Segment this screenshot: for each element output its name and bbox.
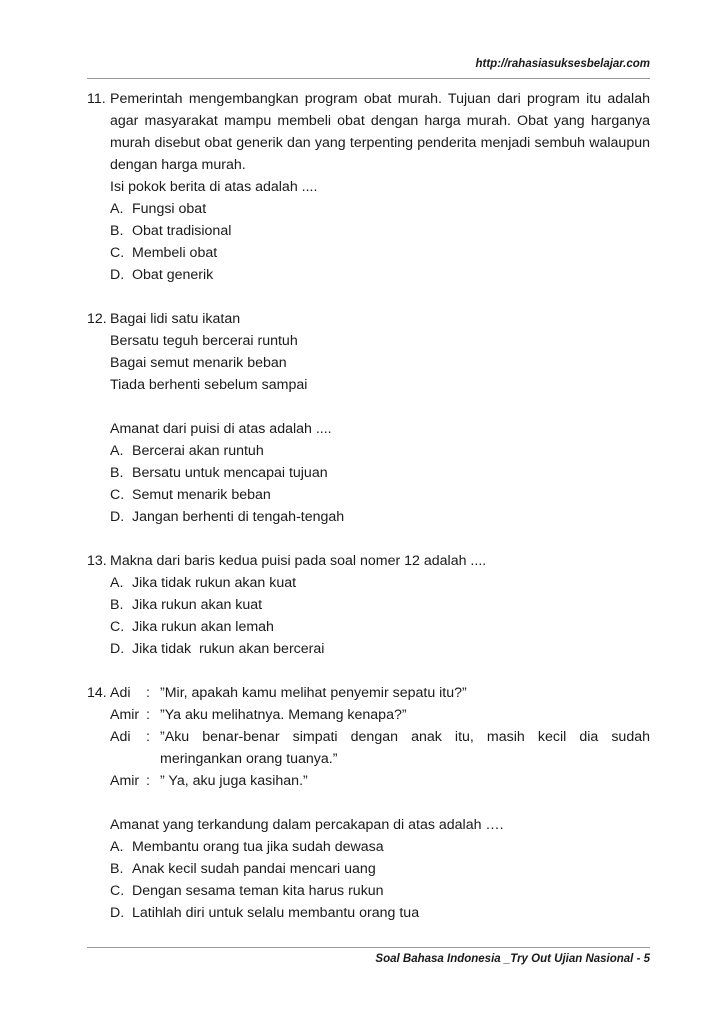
question-14 <box>87 682 650 924</box>
dialog-colon: : <box>146 685 150 701</box>
option-b <box>110 220 650 242</box>
option-letter: A. <box>110 443 124 459</box>
dialog-speaker: Amir <box>110 773 140 789</box>
option-text: Jika rukun akan kuat <box>132 597 263 613</box>
option-text: Jika tidak rukun akan kuat <box>132 575 297 591</box>
question-12 <box>87 308 650 528</box>
question-prompt: Makna dari baris kedua puisi pada soal nomer 12 adalah .... <box>110 553 487 569</box>
option-letter: B. <box>110 223 124 239</box>
dialog-text: ” Ya, aku juga kasihan.” <box>160 773 308 789</box>
option-letter: C. <box>110 487 125 503</box>
option-text: Anak kecil sudah pandai mencari uang <box>132 861 376 877</box>
question-list <box>87 88 650 924</box>
option-letter: B. <box>110 465 124 481</box>
option-letter: D. <box>110 267 125 283</box>
dialog-line <box>110 770 650 792</box>
option-text: Bercerai akan runtuh <box>132 443 264 459</box>
option-c <box>110 484 650 506</box>
option-letter: B. <box>110 597 124 613</box>
poem-line: Tiada berhenti sebelum sampai <box>110 377 308 393</box>
dialog-line <box>110 682 650 704</box>
question-number: 14. <box>87 685 107 701</box>
option-text: Bersatu untuk mencapai tujuan <box>132 465 328 481</box>
option-letter: C. <box>110 883 125 899</box>
option-letter: D. <box>110 905 125 921</box>
dialog-text: ”Ya aku melihatnya. Memang kenapa?” <box>160 707 407 723</box>
footer-text: Soal Bahasa Indonesia _Try Out Ujian Nasional - 5 <box>375 953 650 965</box>
question-number: 11. <box>87 91 106 107</box>
poem-line: Bersatu teguh bercerai runtuh <box>110 333 298 349</box>
dialog-speaker: Amir <box>110 707 140 723</box>
option-letter: A. <box>110 575 124 591</box>
option-text: Latihlah diri untuk selalu membantu orang tua <box>132 905 420 921</box>
dialog-colon: : <box>146 773 150 789</box>
option-letter: C. <box>110 619 125 635</box>
header-url: http://rahasiasuksesbelajar.com <box>475 58 650 70</box>
option-c <box>110 242 650 264</box>
dialog-speaker: Adi <box>110 729 131 745</box>
option-d <box>110 506 650 528</box>
poem-line: Bagai semut menarik beban <box>110 355 287 371</box>
dialog-text: ”Aku benar-benar simpati dengan anak itu, masih kecil dia sudah meringankan orang tuanya.” <box>160 729 650 767</box>
option-text: Obat generik <box>132 267 214 283</box>
option-text: Jangan berhenti di tengah-tengah <box>132 509 345 525</box>
dialog-colon: : <box>146 707 150 723</box>
footer-divider <box>87 947 650 948</box>
question-text: Pemerintah mengembangkan program obat murah. Tujuan dari program itu adalah agar masyarakat mampu membeli obat dengan harga murah. Obat yang harganya murah disebut obat generik dan yang terpenting penderita menjadi sembuh walaupun dengan harga murah. <box>110 91 650 173</box>
option-letter: B. <box>110 861 124 877</box>
question-prompt: Isi pokok berita di atas adalah .... <box>110 179 318 195</box>
option-d <box>110 638 650 660</box>
option-b <box>110 594 650 616</box>
option-c <box>110 880 650 902</box>
option-text: Dengan sesama teman kita harus rukun <box>132 883 384 899</box>
question-number: 12. <box>87 311 107 327</box>
option-text: Semut menarik beban <box>132 487 271 503</box>
question-prompt: Amanat yang terkandung dalam percakapan di atas adalah …. <box>110 817 504 833</box>
option-b <box>110 462 650 484</box>
dialog-text: ”Mir, apakah kamu melihat penyemir sepatu itu?” <box>160 685 467 701</box>
question-number: 13. <box>87 553 107 569</box>
question-11 <box>87 88 650 286</box>
option-text: Membeli obat <box>132 245 218 261</box>
option-letter: D. <box>110 641 125 657</box>
option-c <box>110 616 650 638</box>
option-d <box>110 264 650 286</box>
dialog-line <box>110 704 650 726</box>
question-prompt: Amanat dari puisi di atas adalah .... <box>110 421 332 437</box>
header-divider <box>87 78 650 79</box>
option-letter: D. <box>110 509 125 525</box>
dialog-colon: : <box>146 729 150 745</box>
poem-line: Bagai lidi satu ikatan <box>110 311 241 327</box>
dialog-speaker: Adi <box>110 685 131 701</box>
option-text: Membantu orang tua jika sudah dewasa <box>132 839 384 855</box>
option-letter: A. <box>110 201 124 217</box>
option-text: Fungsi obat <box>132 201 207 217</box>
option-a <box>110 572 650 594</box>
option-letter: A. <box>110 839 124 855</box>
option-d <box>110 902 650 924</box>
option-b <box>110 858 650 880</box>
dialog-line <box>110 726 650 770</box>
option-text: Obat tradisional <box>132 223 232 239</box>
option-text: Jika tidak rukun akan bercerai <box>132 641 325 657</box>
option-a <box>110 836 650 858</box>
option-text: Jika rukun akan lemah <box>132 619 274 635</box>
option-a <box>110 198 650 220</box>
question-13 <box>87 550 650 660</box>
option-letter: C. <box>110 245 125 261</box>
option-a <box>110 440 650 462</box>
